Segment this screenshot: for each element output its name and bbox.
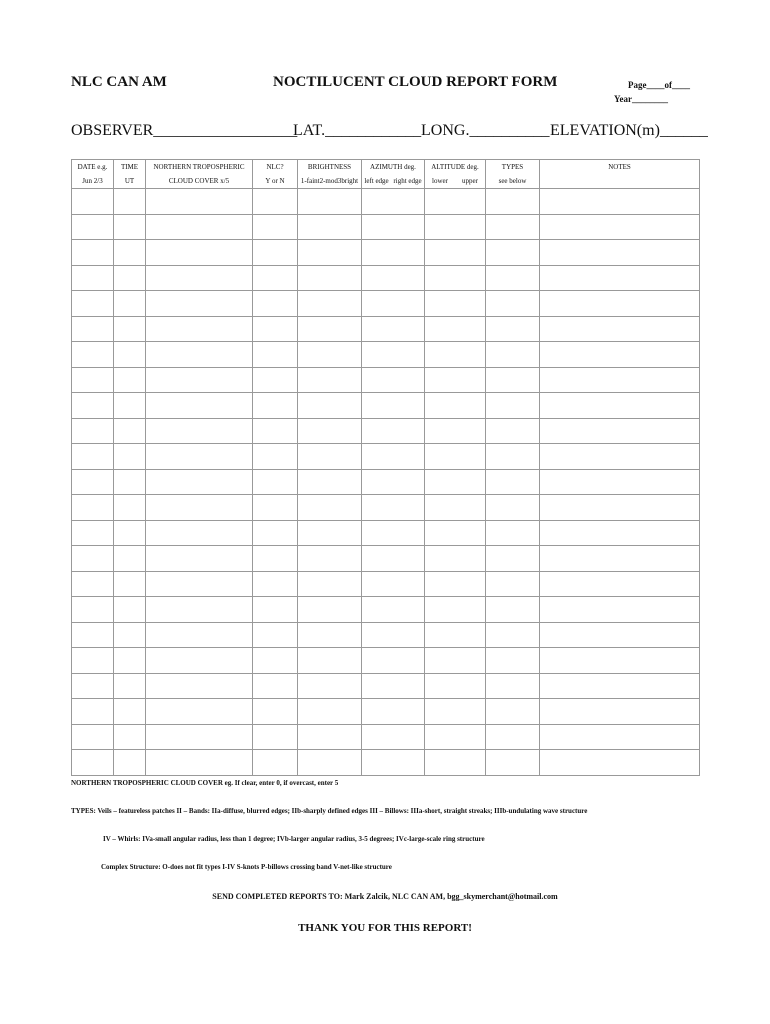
cell-notes[interactable]	[540, 189, 700, 215]
cell-brightness[interactable]	[298, 316, 362, 342]
cell-brightness[interactable]	[298, 546, 362, 572]
cell-time[interactable]	[114, 622, 146, 648]
cell-brightness[interactable]	[298, 520, 362, 546]
cell-altitude[interactable]	[425, 444, 486, 470]
cell-types[interactable]	[486, 189, 540, 215]
cell-altitude[interactable]	[425, 699, 486, 725]
cell-notes[interactable]	[540, 673, 700, 699]
header-row	[72, 160, 700, 175]
cell-altitude[interactable]	[425, 469, 486, 495]
cell-altitude[interactable]	[425, 291, 486, 317]
cell-notes[interactable]	[540, 648, 700, 674]
cell-brightness[interactable]	[298, 673, 362, 699]
subheader-azimuth-left: left edge	[364, 177, 389, 185]
cell-altitude[interactable]	[425, 673, 486, 699]
cell-cloud-cover[interactable]	[146, 469, 253, 495]
cell-azimuth[interactable]	[362, 393, 425, 419]
cell-nlc[interactable]	[253, 367, 298, 393]
cell-nlc[interactable]	[253, 571, 298, 597]
cell-azimuth[interactable]	[362, 469, 425, 495]
cell-time[interactable]	[114, 520, 146, 546]
cell-brightness[interactable]	[298, 342, 362, 368]
latitude-field[interactable]: LAT.____________	[293, 122, 422, 139]
cell-notes[interactable]	[540, 724, 700, 750]
cell-types[interactable]	[486, 342, 540, 368]
cell-time[interactable]	[114, 393, 146, 419]
cell-altitude[interactable]	[425, 724, 486, 750]
cell-notes[interactable]	[540, 367, 700, 393]
cell-azimuth[interactable]	[362, 571, 425, 597]
elevation-field[interactable]: ELEVATION(m)______	[550, 122, 708, 139]
cell-azimuth[interactable]	[362, 418, 425, 444]
complex-structure-note: Complex Structure: O-does not fit types I-IV S-knots P-billows crossing band V-net-like structure	[101, 863, 392, 871]
cell-time[interactable]	[114, 291, 146, 317]
cell-nlc[interactable]	[253, 673, 298, 699]
subheader-notes	[540, 174, 700, 189]
cell-nlc[interactable]	[253, 444, 298, 470]
table-row	[72, 546, 700, 572]
cell-altitude[interactable]	[425, 597, 486, 623]
cell-cloud-cover[interactable]	[146, 291, 253, 317]
cell-date[interactable]	[72, 724, 114, 750]
cell-date[interactable]	[72, 342, 114, 368]
cell-time[interactable]	[114, 597, 146, 623]
cell-altitude[interactable]	[425, 393, 486, 419]
cell-time[interactable]	[114, 469, 146, 495]
cell-nlc[interactable]	[253, 393, 298, 419]
cell-cloud-cover[interactable]	[146, 444, 253, 470]
table-row	[72, 699, 700, 725]
cell-cloud-cover[interactable]	[146, 597, 253, 623]
cell-time[interactable]	[114, 214, 146, 240]
cell-nlc[interactable]	[253, 520, 298, 546]
cell-cloud-cover[interactable]	[146, 648, 253, 674]
cell-notes[interactable]	[540, 622, 700, 648]
cell-time[interactable]	[114, 648, 146, 674]
table-row	[72, 240, 700, 266]
cell-notes[interactable]	[540, 265, 700, 291]
cell-altitude[interactable]	[425, 240, 486, 266]
cell-nlc[interactable]	[253, 316, 298, 342]
cell-types[interactable]	[486, 546, 540, 572]
cell-azimuth[interactable]	[362, 265, 425, 291]
table-row	[72, 597, 700, 623]
cell-azimuth[interactable]	[362, 240, 425, 266]
cell-date[interactable]	[72, 469, 114, 495]
table-row	[72, 316, 700, 342]
page-number-field[interactable]: Page____of____	[628, 80, 690, 90]
cell-cloud-cover[interactable]	[146, 367, 253, 393]
cell-altitude[interactable]	[425, 571, 486, 597]
cell-types[interactable]	[486, 750, 540, 776]
cell-nlc[interactable]	[253, 265, 298, 291]
cell-notes[interactable]	[540, 495, 700, 521]
cell-azimuth[interactable]	[362, 597, 425, 623]
header-altitude: ALTITUDE deg.	[425, 160, 486, 175]
table-row	[72, 571, 700, 597]
cell-cloud-cover[interactable]	[146, 214, 253, 240]
cell-nlc[interactable]	[253, 418, 298, 444]
subheader-azimuth	[362, 174, 425, 189]
table-row	[72, 673, 700, 699]
cell-date[interactable]	[72, 265, 114, 291]
cell-cloud-cover[interactable]	[146, 342, 253, 368]
cell-notes[interactable]	[540, 699, 700, 725]
subheader-nlc: Y or N	[253, 174, 298, 189]
form-title: NOCTILUCENT CLOUD REPORT FORM	[273, 74, 558, 90]
cell-brightness[interactable]	[298, 495, 362, 521]
header-time: TIME	[114, 160, 146, 175]
cell-cloud-cover[interactable]	[146, 393, 253, 419]
cell-cloud-cover[interactable]	[146, 699, 253, 725]
cell-time[interactable]	[114, 316, 146, 342]
cell-date[interactable]	[72, 495, 114, 521]
cell-azimuth[interactable]	[362, 750, 425, 776]
cell-types[interactable]	[486, 495, 540, 521]
cell-types[interactable]	[486, 240, 540, 266]
cell-cloud-cover[interactable]	[146, 724, 253, 750]
cell-azimuth[interactable]	[362, 214, 425, 240]
cell-time[interactable]	[114, 546, 146, 572]
year-field[interactable]: Year________	[614, 94, 668, 104]
subheader-azimuth-right: right edge	[393, 177, 422, 185]
cell-notes[interactable]	[540, 393, 700, 419]
cloud-cover-note: NORTHERN TROPOSPHERIC CLOUD COVER eg. If clear, enter 0, if overcast, enter 5	[71, 779, 339, 787]
cell-brightness[interactable]	[298, 367, 362, 393]
observer-info-row	[71, 122, 708, 144]
header-nlc: NLC?	[253, 160, 298, 175]
cell-notes[interactable]	[540, 316, 700, 342]
header-date: DATE e.g.	[72, 160, 114, 175]
cell-date[interactable]	[72, 520, 114, 546]
longitude-field[interactable]: LONG.__________	[421, 122, 550, 139]
table-row	[72, 520, 700, 546]
cell-azimuth[interactable]	[362, 444, 425, 470]
cell-cloud-cover[interactable]	[146, 673, 253, 699]
cell-azimuth[interactable]	[362, 495, 425, 521]
subheader-cloud-cover: CLOUD COVER x/5	[146, 174, 253, 189]
table-row	[72, 291, 700, 317]
types-note: TYPES: Veils – featureless patches II – Bands: IIa-diffuse, blurred edges; IIb-sharply defined edges III – Billows: IIIa-short, straight streaks; IIIb-undulating wave structure	[71, 807, 588, 815]
subheader-altitude-upper: upper	[462, 177, 478, 185]
cell-time[interactable]	[114, 240, 146, 266]
cell-date[interactable]	[72, 750, 114, 776]
cell-types[interactable]	[486, 367, 540, 393]
cell-time[interactable]	[114, 265, 146, 291]
cell-date[interactable]	[72, 367, 114, 393]
report-table	[71, 159, 700, 776]
cell-date[interactable]	[72, 546, 114, 572]
cell-brightness[interactable]	[298, 750, 362, 776]
cell-notes[interactable]	[540, 750, 700, 776]
cell-time[interactable]	[114, 444, 146, 470]
cell-time[interactable]	[114, 673, 146, 699]
header-notes: NOTES	[540, 160, 700, 175]
table-row	[72, 214, 700, 240]
cell-time[interactable]	[114, 367, 146, 393]
cell-azimuth[interactable]	[362, 724, 425, 750]
cell-altitude[interactable]	[425, 750, 486, 776]
cell-cloud-cover[interactable]	[146, 622, 253, 648]
cell-azimuth[interactable]	[362, 342, 425, 368]
cell-brightness[interactable]	[298, 444, 362, 470]
cell-altitude[interactable]	[425, 495, 486, 521]
cell-cloud-cover[interactable]	[146, 546, 253, 572]
cell-azimuth[interactable]	[362, 546, 425, 572]
cell-types[interactable]	[486, 699, 540, 725]
cell-brightness[interactable]	[298, 597, 362, 623]
subheader-types: see below	[486, 174, 540, 189]
observer-field[interactable]: OBSERVER__________________	[71, 122, 298, 139]
cell-cloud-cover[interactable]	[146, 571, 253, 597]
cell-time[interactable]	[114, 724, 146, 750]
cell-nlc[interactable]	[253, 240, 298, 266]
cell-date[interactable]	[72, 597, 114, 623]
cell-brightness[interactable]	[298, 648, 362, 674]
cell-nlc[interactable]	[253, 342, 298, 368]
table-row	[72, 469, 700, 495]
cell-date[interactable]	[72, 214, 114, 240]
cell-nlc[interactable]	[253, 291, 298, 317]
cell-date[interactable]	[72, 571, 114, 597]
cell-date[interactable]	[72, 240, 114, 266]
cell-time[interactable]	[114, 342, 146, 368]
cell-notes[interactable]	[540, 444, 700, 470]
cell-azimuth[interactable]	[362, 316, 425, 342]
cell-nlc[interactable]	[253, 189, 298, 215]
cell-nlc[interactable]	[253, 546, 298, 572]
subheader-brightness: 1-faint2-mod3bright	[298, 174, 362, 189]
subheader-time: UT	[114, 174, 146, 189]
cell-brightness[interactable]	[298, 291, 362, 317]
cell-types[interactable]	[486, 597, 540, 623]
cell-types[interactable]	[486, 316, 540, 342]
cell-nlc[interactable]	[253, 724, 298, 750]
table-row	[72, 265, 700, 291]
subheader-altitude-lower: lower	[432, 177, 448, 185]
cell-date[interactable]	[72, 291, 114, 317]
cell-azimuth[interactable]	[362, 673, 425, 699]
cell-nlc[interactable]	[253, 750, 298, 776]
table-row	[72, 750, 700, 776]
cell-notes[interactable]	[540, 469, 700, 495]
cell-cloud-cover[interactable]	[146, 750, 253, 776]
cell-cloud-cover[interactable]	[146, 240, 253, 266]
cell-cloud-cover[interactable]	[146, 316, 253, 342]
cell-azimuth[interactable]	[362, 520, 425, 546]
cell-types[interactable]	[486, 393, 540, 419]
cell-brightness[interactable]	[298, 469, 362, 495]
cell-types[interactable]	[486, 265, 540, 291]
cell-notes[interactable]	[540, 240, 700, 266]
header-brightness: BRIGHTNESS	[298, 160, 362, 175]
cell-nlc[interactable]	[253, 597, 298, 623]
cell-date[interactable]	[72, 622, 114, 648]
table-row	[72, 342, 700, 368]
table-row	[72, 495, 700, 521]
cell-cloud-cover[interactable]	[146, 418, 253, 444]
cell-notes[interactable]	[540, 597, 700, 623]
cell-date[interactable]	[72, 444, 114, 470]
cell-nlc[interactable]	[253, 214, 298, 240]
cell-azimuth[interactable]	[362, 367, 425, 393]
cell-altitude[interactable]	[425, 622, 486, 648]
cell-brightness[interactable]	[298, 724, 362, 750]
cell-nlc[interactable]	[253, 495, 298, 521]
cell-brightness[interactable]	[298, 189, 362, 215]
cell-altitude[interactable]	[425, 342, 486, 368]
cell-brightness[interactable]	[298, 418, 362, 444]
header-azimuth: AZIMUTH deg.	[362, 160, 425, 175]
cell-notes[interactable]	[540, 546, 700, 572]
cell-types[interactable]	[486, 648, 540, 674]
subheader-altitude	[425, 174, 486, 189]
cell-brightness[interactable]	[298, 571, 362, 597]
cell-date[interactable]	[72, 673, 114, 699]
cell-cloud-cover[interactable]	[146, 265, 253, 291]
cell-altitude[interactable]	[425, 189, 486, 215]
cell-azimuth[interactable]	[362, 189, 425, 215]
table-row	[72, 648, 700, 674]
table-row	[72, 622, 700, 648]
cell-types[interactable]	[486, 214, 540, 240]
cell-cloud-cover[interactable]	[146, 495, 253, 521]
cell-date[interactable]	[72, 648, 114, 674]
cell-notes[interactable]	[540, 291, 700, 317]
cell-azimuth[interactable]	[362, 699, 425, 725]
cell-time[interactable]	[114, 495, 146, 521]
cell-brightness[interactable]	[298, 214, 362, 240]
cell-notes[interactable]	[540, 520, 700, 546]
cell-date[interactable]	[72, 699, 114, 725]
cell-types[interactable]	[486, 622, 540, 648]
cell-types[interactable]	[486, 724, 540, 750]
cell-nlc[interactable]	[253, 699, 298, 725]
organization-name: NLC CAN AM	[71, 74, 167, 90]
cell-notes[interactable]	[540, 418, 700, 444]
cell-altitude[interactable]	[425, 316, 486, 342]
cell-altitude[interactable]	[425, 648, 486, 674]
cell-azimuth[interactable]	[362, 291, 425, 317]
cell-types[interactable]	[486, 291, 540, 317]
cell-altitude[interactable]	[425, 265, 486, 291]
header-types: TYPES	[486, 160, 540, 175]
cell-brightness[interactable]	[298, 622, 362, 648]
cell-date[interactable]	[72, 393, 114, 419]
cell-types[interactable]	[486, 418, 540, 444]
cell-time[interactable]	[114, 189, 146, 215]
cell-azimuth[interactable]	[362, 648, 425, 674]
send-reports-note: SEND COMPLETED REPORTS TO: Mark Zalcik, NLC CAN AM, bgg_skymerchant@hotmail.com	[212, 892, 558, 901]
cell-types[interactable]	[486, 444, 540, 470]
cell-altitude[interactable]	[425, 367, 486, 393]
cell-altitude[interactable]	[425, 214, 486, 240]
cell-azimuth[interactable]	[362, 622, 425, 648]
cell-time[interactable]	[114, 699, 146, 725]
cell-types[interactable]	[486, 469, 540, 495]
cell-brightness[interactable]	[298, 265, 362, 291]
table-row	[72, 189, 700, 215]
cell-time[interactable]	[114, 750, 146, 776]
cell-time[interactable]	[114, 571, 146, 597]
cell-altitude[interactable]	[425, 418, 486, 444]
table-row	[72, 367, 700, 393]
thank-you-message: THANK YOU FOR THIS REPORT!	[298, 922, 472, 934]
cell-altitude[interactable]	[425, 520, 486, 546]
cell-notes[interactable]	[540, 571, 700, 597]
cell-notes[interactable]	[540, 214, 700, 240]
cell-nlc[interactable]	[253, 469, 298, 495]
cell-date[interactable]	[72, 316, 114, 342]
cell-cloud-cover[interactable]	[146, 520, 253, 546]
cell-altitude[interactable]	[425, 546, 486, 572]
cell-nlc[interactable]	[253, 648, 298, 674]
header-cloud-cover: NORTHERN TROPOSPHERIC	[146, 160, 253, 175]
cell-date[interactable]	[72, 418, 114, 444]
table-row	[72, 444, 700, 470]
subheader-row	[72, 174, 700, 189]
whirls-note: IV – Whirls: IVa-small angular radius, less than 1 degree; IVb-larger angular radius, 3-5 degrees; IVc-large-scale ring structure	[103, 835, 485, 843]
cell-brightness[interactable]	[298, 240, 362, 266]
cell-nlc[interactable]	[253, 622, 298, 648]
cell-types[interactable]	[486, 673, 540, 699]
table-row	[72, 418, 700, 444]
cell-cloud-cover[interactable]	[146, 189, 253, 215]
table-row	[72, 724, 700, 750]
cell-date[interactable]	[72, 189, 114, 215]
cell-types[interactable]	[486, 571, 540, 597]
cell-time[interactable]	[114, 418, 146, 444]
subheader-date: Jun 2/3	[72, 174, 114, 189]
cell-notes[interactable]	[540, 342, 700, 368]
cell-brightness[interactable]	[298, 699, 362, 725]
cell-types[interactable]	[486, 520, 540, 546]
table-row	[72, 393, 700, 419]
cell-brightness[interactable]	[298, 393, 362, 419]
